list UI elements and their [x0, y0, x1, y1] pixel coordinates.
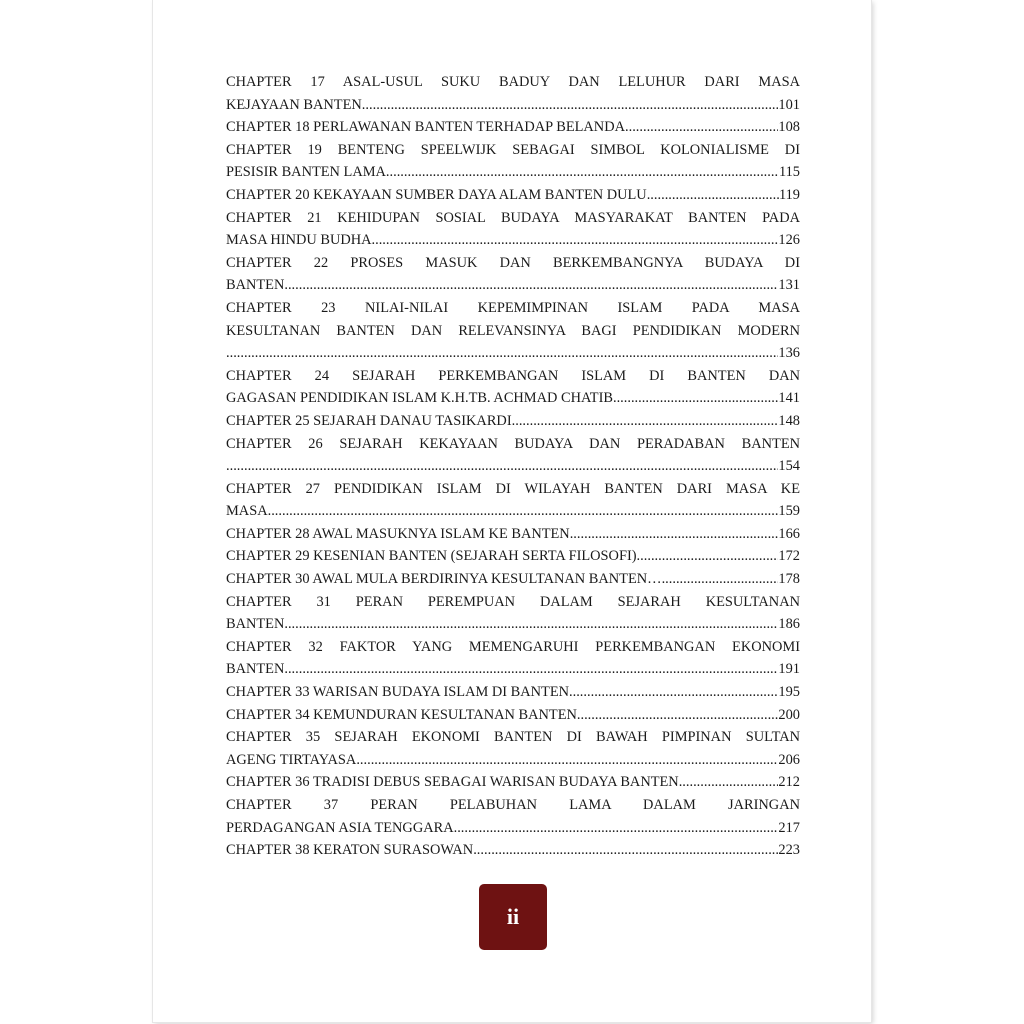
- toc-entry-page-number: 119: [778, 186, 800, 203]
- toc-entry-page-number: 101: [778, 96, 800, 113]
- toc-entry[interactable]: [226, 365, 800, 410]
- dot-leader: [662, 568, 779, 591]
- page-number: ii: [506, 904, 520, 929]
- toc-entry[interactable]: [226, 636, 800, 681]
- toc-entry-title-line: CHAPTER 21 KEHIDUPAN SOSIAL BUDAYA MASYARAKAT BANTEN PADA: [226, 209, 800, 226]
- dot-leader: [226, 455, 778, 478]
- dot-leader: [570, 523, 779, 546]
- dot-leader: [637, 545, 779, 568]
- toc-entry[interactable]: [226, 71, 800, 116]
- toc-entry[interactable]: [226, 794, 800, 839]
- toc-entry-leader-row: [226, 161, 800, 184]
- toc-entry-title-line: CHAPTER 22 PROSES MASUK DAN BERKEMBANGNYA BUDAYA DI: [226, 254, 800, 271]
- toc-entry-page-number: 172: [778, 548, 800, 565]
- toc-entry-leader-row: [226, 658, 800, 681]
- toc-entry-page-number: 154: [778, 458, 800, 475]
- toc-entry-title-line: CHAPTER 24 SEJARAH PERKEMBANGAN ISLAM DI BANTEN DAN: [226, 367, 800, 384]
- toc-entry-title: CHAPTER 29 KESENIAN BANTEN (SEJARAH SERTA FILOSOFI): [226, 548, 637, 565]
- dot-leader: [284, 658, 778, 681]
- dot-leader: [362, 94, 779, 117]
- toc-entry-title-line: CHAPTER 17 ASAL-USUL SUKU BADUY DAN LELUHUR DARI MASA: [226, 74, 800, 90]
- toc-entry-title: CHAPTER 30 AWAL MULA BERDIRINYA KESULTANAN BANTEN…: [226, 571, 662, 588]
- toc-entry-leader-row: [226, 500, 800, 523]
- toc-entry-page-number: 200: [778, 706, 800, 723]
- dot-leader: [625, 116, 778, 139]
- dot-leader: [512, 410, 779, 433]
- toc-entry-page-number: 115: [778, 164, 800, 181]
- toc-entry-title: BANTEN: [226, 277, 285, 294]
- toc-entry-title-line: CHAPTER 19 BENTENG SPEELWIJK SEBAGAI SIMBOL KOLONIALISME DI: [226, 141, 800, 158]
- toc-entry-leader-row: [226, 94, 800, 117]
- toc-entry[interactable]: [226, 139, 800, 184]
- toc-entry-title: CHAPTER 33 WARISAN BUDAYA ISLAM DI BANTEN: [226, 684, 570, 701]
- toc-entry-page-number: 141: [778, 390, 800, 407]
- toc-entry-leader-row: [226, 274, 800, 297]
- toc-entry-leader-row: [226, 116, 800, 139]
- toc-entry-title-line: CHAPTER 27 PENDIDIKAN ISLAM DI WILAYAH BANTEN DARI MASA KE: [226, 480, 800, 497]
- toc-entry[interactable]: [226, 410, 800, 433]
- toc-entry[interactable]: [226, 297, 800, 365]
- toc-entry-leader-row: [226, 387, 800, 410]
- toc-entry-leader-row: [226, 545, 800, 568]
- toc-entry[interactable]: [226, 116, 800, 139]
- toc-entry-page-number: 166: [778, 525, 800, 542]
- toc-entry[interactable]: [226, 726, 800, 771]
- dot-leader: [569, 681, 778, 704]
- dot-leader: [613, 387, 778, 410]
- toc-entry-page-number: 136: [778, 345, 800, 362]
- toc-entry-page-number: 206: [778, 751, 800, 768]
- toc-entry-page-number: 217: [778, 819, 800, 836]
- toc-entry[interactable]: [226, 839, 800, 862]
- dot-leader: [226, 342, 778, 365]
- toc-entry-page-number: 195: [778, 684, 800, 701]
- toc-entry-title: KEJAYAAN BANTEN: [226, 96, 362, 113]
- toc-entry-page-number: 159: [778, 503, 800, 520]
- toc-entry[interactable]: [226, 523, 800, 546]
- toc-entry[interactable]: [226, 545, 800, 568]
- toc-entry-title-line: CHAPTER 35 SEJARAH EKONOMI BANTEN DI BAWAH PIMPINAN SULTAN: [226, 729, 800, 746]
- toc-entry-leader-row: [226, 704, 800, 727]
- toc-entry-leader-row: [226, 229, 800, 252]
- toc-entry-page-number: 148: [778, 412, 800, 429]
- toc-entry[interactable]: [226, 478, 800, 523]
- toc-entry[interactable]: [226, 704, 800, 727]
- toc-entry-leader-row: [226, 523, 800, 546]
- toc-entry-title-line: CHAPTER 32 FAKTOR YANG MEMENGARUHI PERKEMBANGAN EKONOMI: [226, 638, 800, 655]
- toc-entry-page-number: 212: [778, 774, 800, 791]
- toc-entry-title: MASA HINDU BUDHA: [226, 232, 372, 249]
- toc-entry-title: CHAPTER 18 PERLAWANAN BANTEN TERHADAP BELANDA: [226, 119, 625, 136]
- toc-entry-title: CHAPTER 36 TRADISI DEBUS SEBAGAI WARISAN BUDAYA BANTEN: [226, 774, 679, 791]
- toc-entry-title: CHAPTER 38 KERATON SURASOWAN: [226, 842, 474, 859]
- toc-entry-title: BANTEN: [226, 661, 285, 678]
- toc-entry-page-number: 131: [778, 277, 800, 294]
- toc-entry-title: CHAPTER 25 SEJARAH DANAU TASIKARDI: [226, 412, 512, 429]
- toc-entry-page-number: 108: [778, 119, 800, 136]
- dot-leader: [284, 613, 778, 636]
- toc-entry-page-number: 186: [778, 616, 800, 633]
- toc-entry-title-line: CHAPTER 31 PERAN PEREMPUAN DALAM SEJARAH KESULTANAN: [226, 593, 800, 610]
- toc-entry-title: PERDAGANGAN ASIA TENGGARA: [226, 819, 454, 836]
- dot-leader: [386, 161, 779, 184]
- toc-entry-leader-row: [226, 817, 800, 840]
- toc-entry-leader-row: [226, 455, 800, 478]
- dot-leader: [679, 771, 779, 794]
- toc-entry[interactable]: [226, 681, 800, 704]
- toc-entry-title: MASA: [226, 503, 268, 520]
- toc-entry-leader-row: [226, 342, 800, 365]
- toc-entry-title-line: CHAPTER 26 SEJARAH KEKAYAAN BUDAYA DAN PERADABAN BANTEN: [226, 435, 800, 452]
- toc-entry-title: CHAPTER 34 KEMUNDURAN KESULTANAN BANTEN: [226, 706, 577, 723]
- toc-entry[interactable]: [226, 207, 800, 252]
- toc-entry[interactable]: [226, 771, 800, 794]
- toc-entry-leader-row: [226, 568, 800, 591]
- toc-entry-leader-row: [226, 681, 800, 704]
- toc-entry[interactable]: [226, 252, 800, 297]
- dot-leader: [473, 839, 778, 862]
- toc-entry[interactable]: [226, 433, 800, 478]
- toc-entry-leader-row: [226, 749, 800, 772]
- toc-entry-leader-row: [226, 613, 800, 636]
- toc-entry-title: CHAPTER 28 AWAL MASUKNYA ISLAM KE BANTEN: [226, 525, 570, 542]
- dot-leader: [647, 184, 779, 207]
- toc-entry-page-number: 223: [778, 842, 800, 859]
- toc-entry-title-line: KESULTANAN BANTEN DAN RELEVANSINYA BAGI PENDIDIKAN MODERN: [226, 322, 800, 339]
- toc-entry[interactable]: [226, 591, 800, 636]
- toc-entry-title: CHAPTER 20 KEKAYAAN SUMBER DAYA ALAM BANTEN DULU: [226, 186, 647, 203]
- dot-leader: [577, 704, 779, 727]
- table-of-contents: [226, 71, 800, 862]
- dot-leader: [268, 500, 779, 523]
- toc-entry-leader-row: [226, 839, 800, 862]
- toc-entry[interactable]: [226, 184, 800, 207]
- page-number-badge: [479, 884, 547, 950]
- toc-entry-title: PESISIR BANTEN LAMA: [226, 164, 386, 181]
- toc-entry-leader-row: [226, 184, 800, 207]
- toc-entry-title: AGENG TIRTAYASA: [226, 751, 357, 768]
- toc-entry-title-line: CHAPTER 23 NILAI-NILAI KEPEMIMPINAN ISLAM PADA MASA: [226, 299, 800, 316]
- toc-entry-title: BANTEN: [226, 616, 285, 633]
- toc-entry-page-number: 191: [778, 661, 800, 678]
- toc-entry-title: GAGASAN PENDIDIKAN ISLAM K.H.TB. ACHMAD CHATIB: [226, 390, 613, 407]
- dot-leader: [356, 749, 778, 772]
- dot-leader: [284, 274, 778, 297]
- toc-entry[interactable]: [226, 568, 800, 591]
- dot-leader: [454, 817, 779, 840]
- toc-entry-page-number: 178: [778, 571, 800, 588]
- toc-entry-title-line: CHAPTER 37 PERAN PELABUHAN LAMA DALAM JARINGAN: [226, 797, 800, 813]
- dot-leader: [372, 229, 779, 252]
- toc-entry-leader-row: [226, 410, 800, 433]
- toc-entry-leader-row: [226, 771, 800, 794]
- toc-entry-page-number: 126: [778, 232, 800, 249]
